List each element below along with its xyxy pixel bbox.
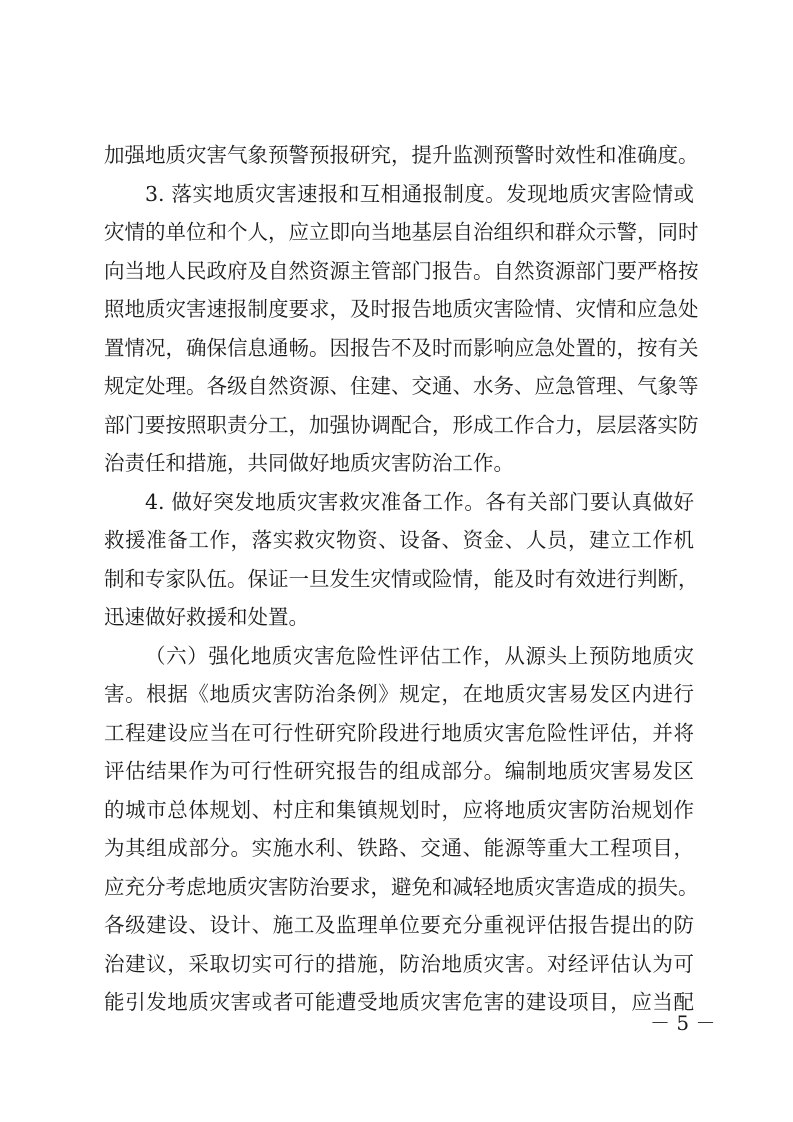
text-line: 加强地质灾害气象预警预报研究，提升监测预警时效性和准确度。	[104, 143, 699, 167]
text-line: 的城市总体规划、村庄和集镇规划时，应将地质灾害防治规划作	[104, 798, 694, 822]
text-line: 应充分考虑地质灾害防治要求，避免和减轻地质灾害造成的损失。	[104, 875, 699, 899]
text-line: 害。根据《地质灾害防治条例》规定，在地质灾害易发区内进行	[104, 682, 694, 706]
text-line: 部门要按照职责分工，加强协调配合，形成工作合力，层层落实防	[104, 413, 699, 437]
text-line: 照地质灾害速报制度要求，及时报告地质灾害险情、灾情和应急处	[104, 297, 699, 321]
text-line: 向当地人民政府及自然资源主管部门报告。自然资源部门要严格按	[104, 259, 699, 283]
section-heading: （六）强化地质灾害危险性评估工作，从源头上预防地质灾	[145, 644, 694, 668]
text-line: 为其组成部分。实施水利、铁路、交通、能源等重大工程项目，	[104, 836, 694, 860]
text-line: 3. 落实地质灾害速报和互相通报制度。发现地质灾害险情或	[145, 182, 694, 206]
text-line: 救援准备工作，落实救灾物资、设备、资金、人员，建立工作机	[104, 528, 694, 552]
text-line: 能引发地质灾害或者可能遭受地质灾害危害的建设项目，应当配	[104, 990, 694, 1014]
text-line: 4. 做好突发地质灾害救灾准备工作。各有关部门要认真做好	[145, 490, 694, 514]
text-line: 置情况，确保信息通畅。因报告不及时而影响应急处置的，按有关	[104, 336, 699, 360]
text-line: 治建议，采取切实可行的措施，防治地质灾害。对经评估认为可	[104, 952, 694, 976]
text-line: 工程建设应当在可行性研究阶段进行地质灾害危险性评估，并将	[104, 721, 694, 745]
text-line: 评估结果作为可行性研究报告的组成部分。编制地质灾害易发区	[104, 759, 694, 783]
text-line: 规定处理。各级自然资源、住建、交通、水务、应急管理、气象等	[104, 374, 699, 398]
text-line: 灾情的单位和个人，应立即向当地基层自治组织和群众示警，同时	[104, 220, 699, 244]
text-line: 各级建设、设计、施工及监理单位要充分重视评估报告提出的防	[104, 913, 694, 937]
text-line: 制和专家队伍。保证一旦发生灾情或险情，能及时有效进行判断，	[104, 567, 699, 591]
page-number: － 5 －	[650, 1011, 716, 1035]
text-line: 治责任和措施，共同做好地质灾害防治工作。	[104, 451, 514, 475]
text-line: 迅速做好救援和处置。	[104, 605, 309, 629]
